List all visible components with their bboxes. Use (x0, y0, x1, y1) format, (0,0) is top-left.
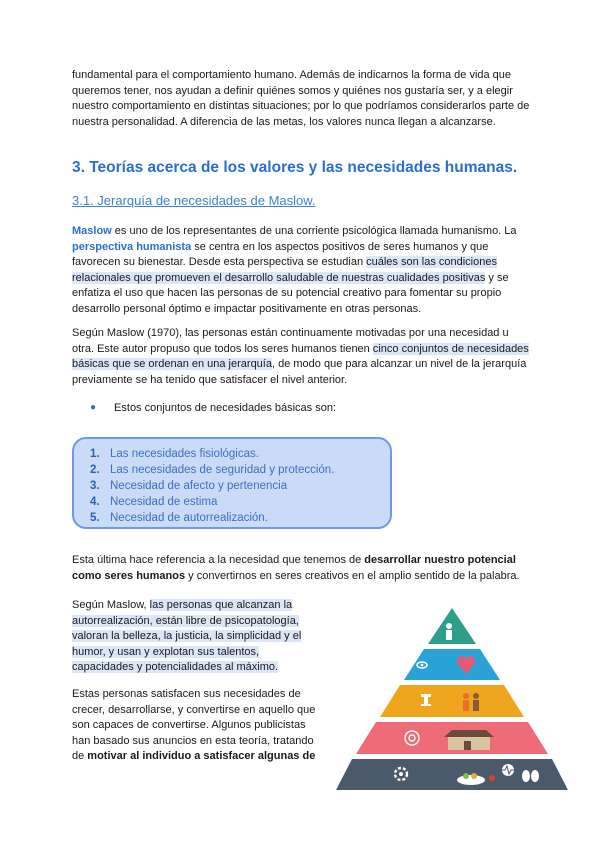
bold-span: desarrollar nuestro potencial como seres humanos (72, 554, 516, 582)
bullet-dot-icon: ● (90, 402, 97, 413)
bullet-text: Estos conjuntos de necesidades básicas son: (114, 402, 337, 414)
advertising-paragraph (72, 687, 322, 765)
keyword-maslow: Maslow (72, 225, 112, 237)
list-item (90, 494, 334, 510)
highlight-span: las personas que alcanzan la autorrealización, están libre de psicopatología, valoran la belleza, la justicia, la simplicidad y el humor, y usan y explotan sus talentos, capacidades y potencialidades al máximo. (72, 599, 302, 674)
list-number: 2. (90, 464, 100, 476)
motivation-paragraph (72, 326, 532, 388)
house-icon (444, 730, 494, 750)
highlight-span: cuáles son las condiciones relacionales que promueven el desarrollo saludable de nuestras cualidades positivas (72, 256, 497, 284)
list-label: Necesidad de autorrealización. (110, 512, 268, 524)
text-span: Esta última hace referencia a la necesidad que tenemos de (72, 554, 365, 566)
text-span: , de modo que para alcanzar un nivel de la jerarquía previamente se ha tenido que satisfacer el nivel anterior. (72, 358, 527, 386)
needs-list (90, 446, 334, 526)
list-item (90, 446, 334, 462)
list-label: Las necesidades de seguridad y protección. (110, 464, 335, 476)
highlight-span: cinco conjuntos de necesidades básicas que se ordenan en una jerarquía (72, 342, 529, 371)
list-number: 1. (90, 448, 100, 460)
text-span: Estas personas satisfacen sus necesidades de crecer, desarrollarse, y convertirse en aquello que son capaces de convertirse. Algunos publicistas han basado sus anuncios en esta teoría, tratando de (72, 688, 316, 763)
intro-paragraph: fundamental para el comportamiento humano. Además de indicarnos la forma de vida que queremos tener, nos ayudan a definir quiénes somos y quiénes nos gustaría ser, y a elegir nuestro comportamiento en distintas situaciones; por lo que podríamos considerarlos parte de nuestra personalidad. A diferencia de las metas, los valores nunca llegan a alcanzarse. (72, 69, 530, 128)
pyramid-level-4 (404, 649, 500, 680)
bullet-item (90, 402, 336, 414)
text-span: y se enfatiza el uso que hacen las personas de su potencial creativo para fomentar su propio desarrollo personal óptimo e impactar positivamente en otras personas. (72, 271, 509, 315)
text-span: y convertirnos en seres creativos en el amplio sentido de la palabra. (185, 569, 520, 582)
list-item (90, 478, 334, 494)
list-number: 4. (90, 496, 100, 508)
pyramid-level-3 (380, 685, 524, 717)
keyword-perspectiva: perspectiva humanista (72, 240, 192, 253)
list-number: 5. (90, 512, 100, 524)
list-number: 3. (90, 480, 100, 492)
list-item (90, 510, 334, 526)
list-label: Necesidad de afecto y pertenencia (110, 480, 288, 492)
heart-rate-icon (502, 764, 514, 776)
self-realization-paragraph (72, 553, 532, 584)
section-title: 3. Teorías acerca de los valores y las necesidades humanas. (72, 159, 518, 176)
bold-span: motivar al individuo a satisfacer algunas de (87, 750, 316, 763)
text-span: se centra en los aspectos positivos de seres humanos y que favorecen su bienestar. Desde esta perspectiva se estudian (72, 240, 489, 269)
maslow-traits-paragraph (72, 598, 322, 676)
maslow-pyramid (336, 604, 568, 790)
text-span: Según Maslow, (72, 599, 150, 611)
maslow-paragraph (72, 224, 532, 318)
text-span: es uno de los representantes de una corriente psicológica llamada humanismo. La (111, 225, 517, 237)
subsection-title: 3.1. Jerarquía de necesidades de Maslow. (72, 193, 316, 208)
needs-list-box (72, 437, 392, 529)
list-item (90, 462, 334, 478)
list-label: Las necesidades fisiológicas. (110, 448, 259, 460)
person-icon (446, 623, 452, 640)
text-span: Según Maslow (1970), las personas están continuamente motivadas por una necesidad u otra. Este autor propuso que todos los seres humanos tienen (72, 327, 509, 355)
list-label: Necesidad de estima (110, 496, 218, 508)
